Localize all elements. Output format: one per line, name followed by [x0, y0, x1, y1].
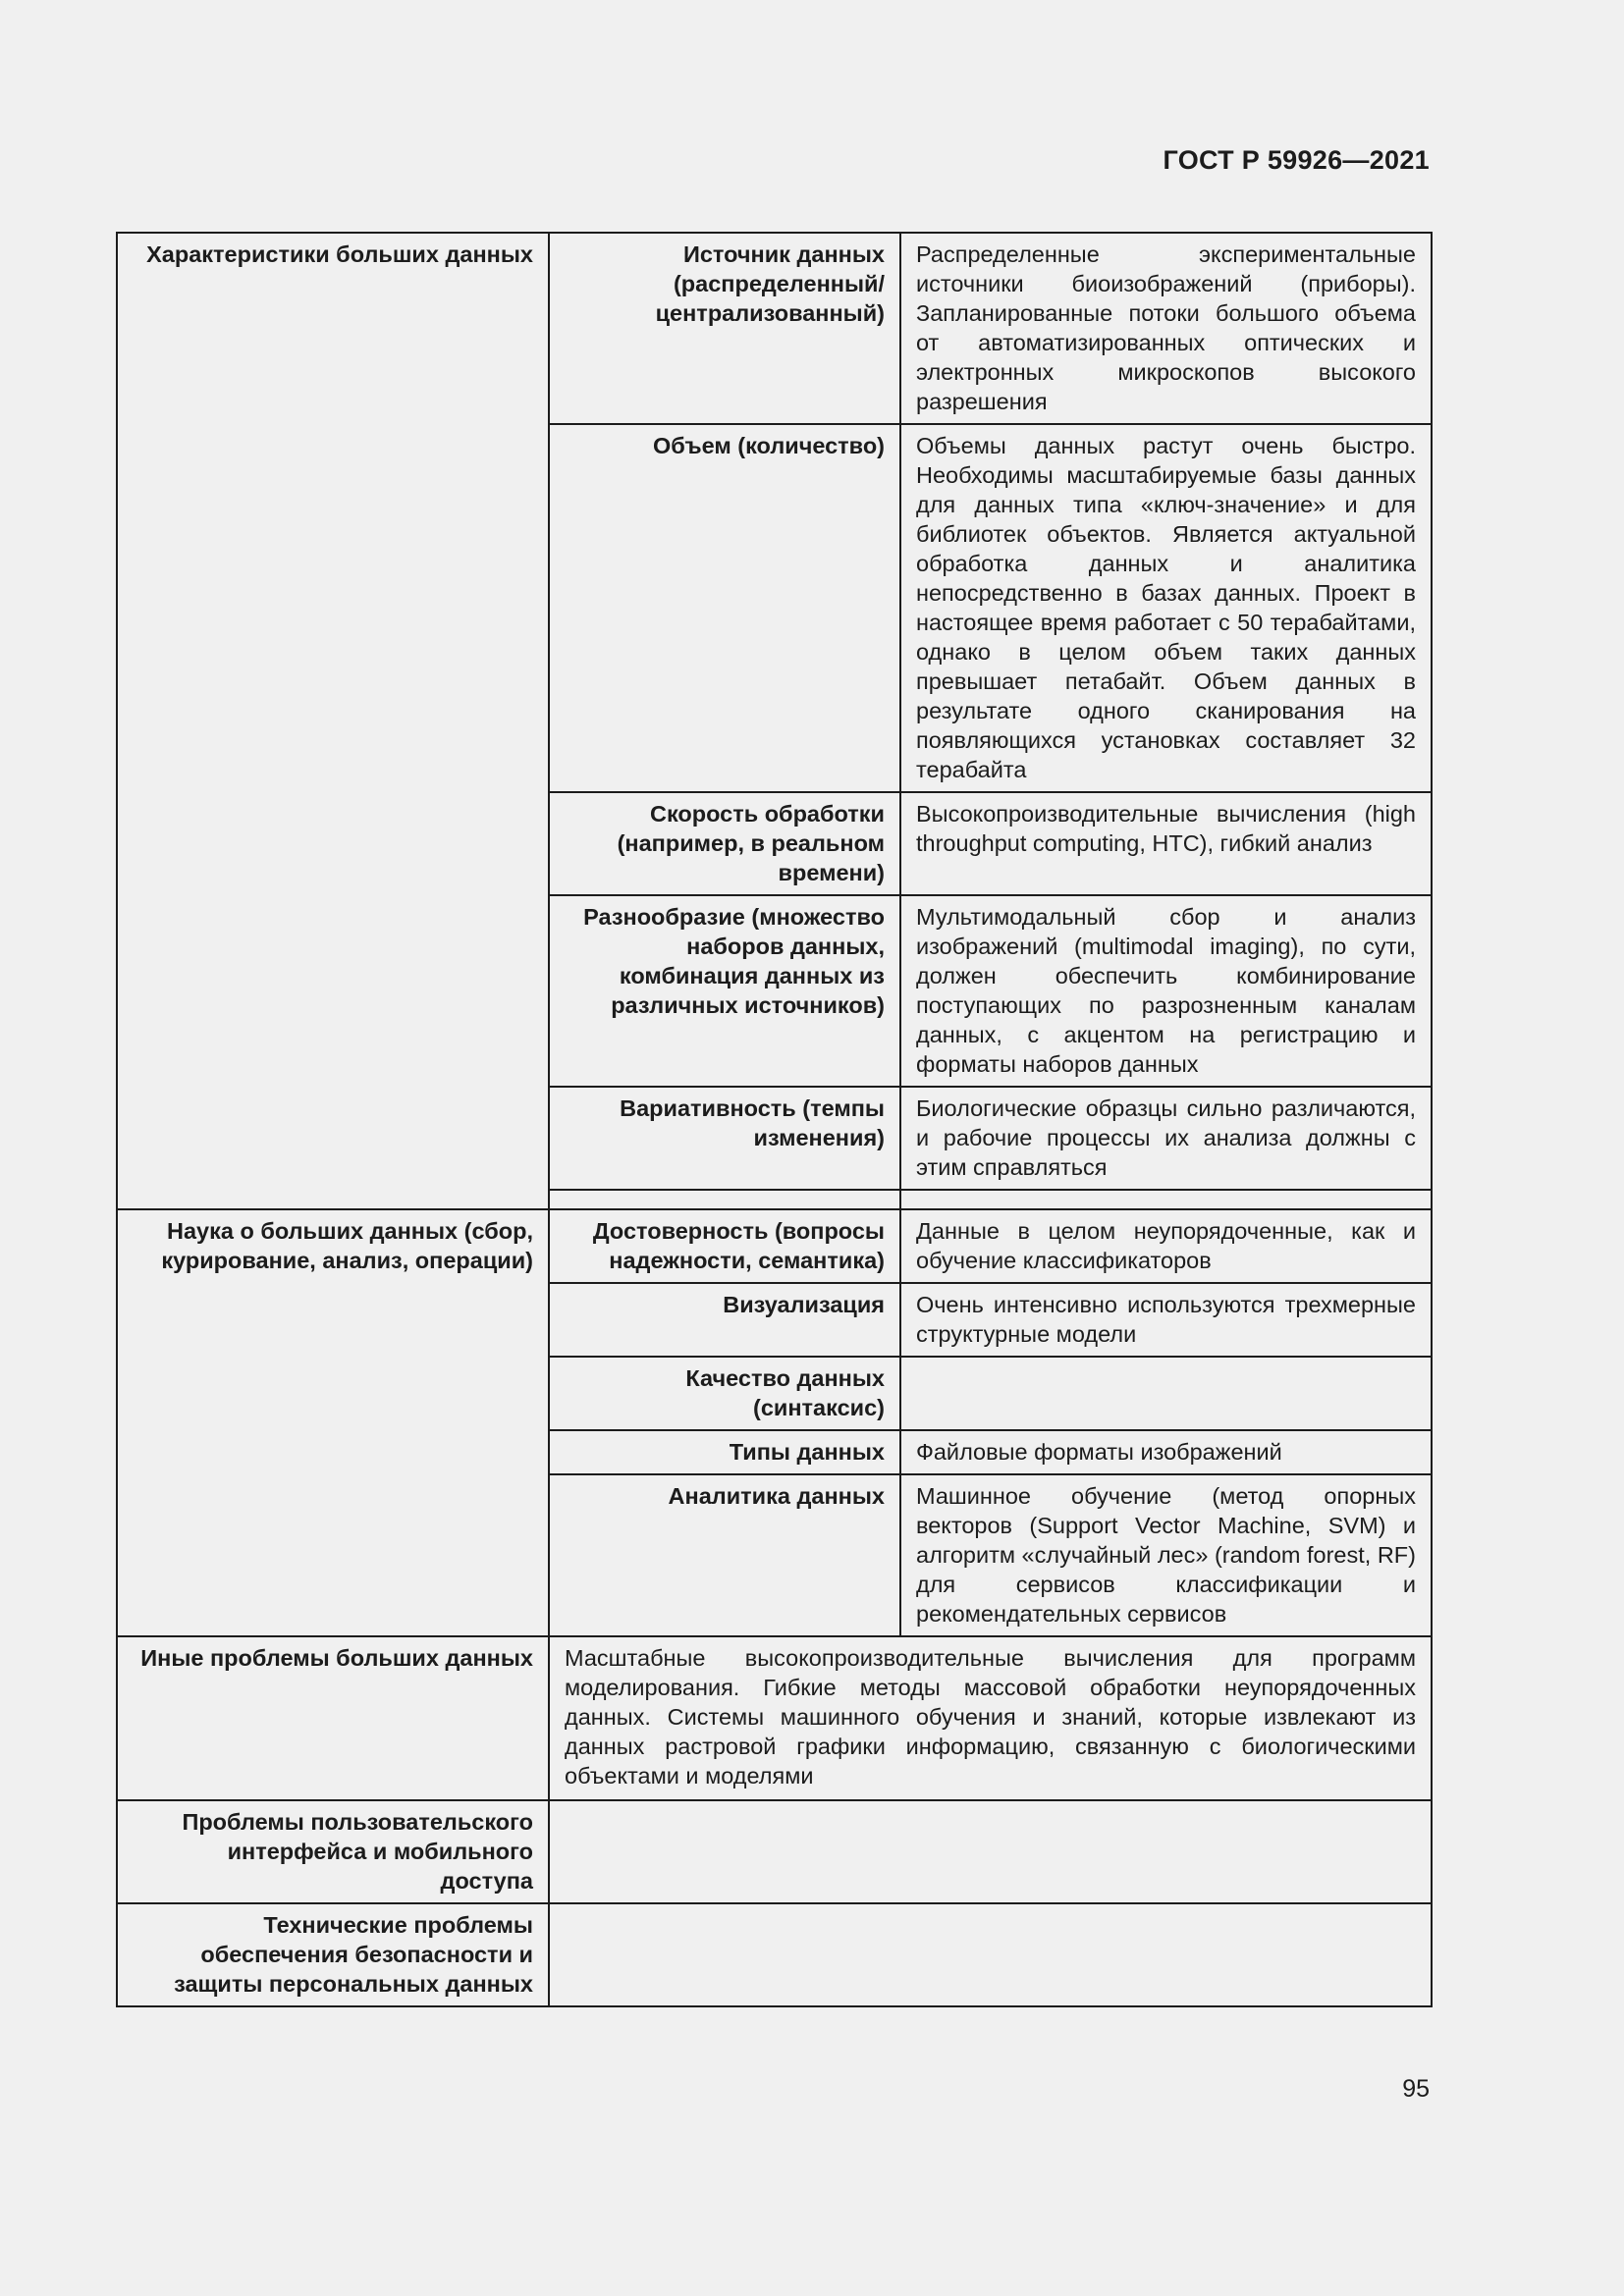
attribute-value: Объемы данных растут очень быстро. Необходимы масштабируемые базы данных для данных типа «ключ-значение» и для библиотек объектов. Является актуальной обработка данных и аналитика непосредственно в базах данных. Проект в настоящее время работает с 50 терабайтами, однако в целом объем таких данных превышает петабайт. Объем данных в результате одного сканирования на появляющихся установках составляет 32 терабайта	[900, 424, 1432, 792]
attribute-value: Машинное обучение (метод опорных векторов (Support Vector Machine, SVM) и алгоритм «случайный лес» (random forest, RF) для сервисов классификации и рекомендательных сервисов	[900, 1474, 1432, 1636]
standard-code: ГОСТ Р 59926—2021	[1163, 145, 1430, 175]
attribute-label: Вариативность (темпы изменения)	[549, 1087, 900, 1190]
category-cell: Иные проблемы больших данных	[117, 1636, 549, 1800]
table-row	[117, 1636, 1432, 1800]
attribute-value: Данные в целом неупорядоченные, как и обучение классификаторов	[900, 1209, 1432, 1283]
category-cell: Наука о больших данных (сбор, курирование, анализ, операции)	[117, 1209, 549, 1636]
category-cell: Характеристики больших данных	[117, 233, 549, 1209]
category-value	[549, 1800, 1432, 1903]
attribute-label: Скорость обработки (например, в реальном времени)	[549, 792, 900, 895]
category-value: Масштабные высокопроизводительные вычисления для программ моделирования. Гибкие методы массовой обработки неупорядоченных данных. Системы машинного обучения и знаний, которые извлекают из данных растровой графики информацию, связанную с биологическими объектами и моделями	[549, 1636, 1432, 1800]
spacer-cell	[900, 1190, 1432, 1209]
category-value	[549, 1903, 1432, 2006]
table-row	[117, 1903, 1432, 2006]
use-case-table	[116, 232, 1433, 2007]
category-cell: Технические проблемы обеспечения безопасности и защиты персональных данных	[117, 1903, 549, 2006]
attribute-label: Достоверность (вопросы надежности, семантика)	[549, 1209, 900, 1283]
attribute-value: Файловые форматы изображений	[900, 1430, 1432, 1474]
table-row	[117, 1209, 1432, 1283]
attribute-value: Очень интенсивно используются трехмерные структурные модели	[900, 1283, 1432, 1357]
page-number: 95	[1402, 2075, 1430, 2103]
table-row	[117, 1800, 1432, 1903]
attribute-label: Качество данных (синтаксис)	[549, 1357, 900, 1430]
attribute-value: Мультимодальный сбор и анализ изображений (multimodal imaging), по сути, должен обеспечить комбинирование поступающих по разрозненным каналам данных, с акцентом на регистрацию и форматы наборов данных	[900, 895, 1432, 1087]
attribute-label: Типы данных	[549, 1430, 900, 1474]
attribute-label: Аналитика данных	[549, 1474, 900, 1636]
attribute-value: Высокопроизводительные вычисления (high throughput computing, HTC), гибкий анализ	[900, 792, 1432, 895]
attribute-label: Разнообразие (множество наборов данных, комбинация данных из различных источников)	[549, 895, 900, 1087]
spacer-cell	[549, 1190, 900, 1209]
attribute-label: Объем (количество)	[549, 424, 900, 792]
attribute-label: Источник данных (распределенный/ централизованный)	[549, 233, 900, 424]
attribute-label: Визуализация	[549, 1283, 900, 1357]
table-row	[117, 233, 1432, 424]
attribute-value	[900, 1357, 1432, 1430]
category-cell: Проблемы пользовательского интерфейса и мобильного доступа	[117, 1800, 549, 1903]
attribute-value: Распределенные экспериментальные источники биоизображений (приборы). Запланированные потоки большого объема от автоматизированных оптических и электронных микроскопов высокого разрешения	[900, 233, 1432, 424]
attribute-value: Биологические образцы сильно различаются, и рабочие процессы их анализа должны с этим справляться	[900, 1087, 1432, 1190]
